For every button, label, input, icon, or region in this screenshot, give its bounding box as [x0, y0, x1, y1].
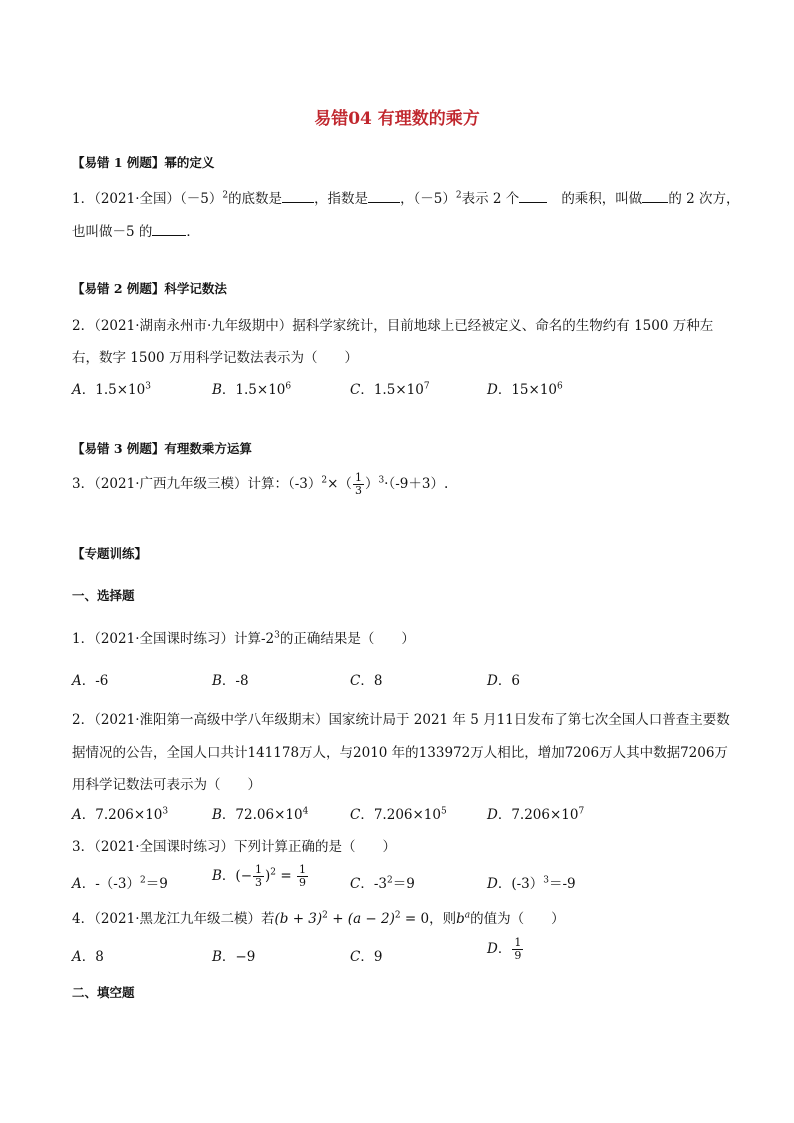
text: 的 2 次方， — [668, 191, 740, 207]
question-1-options — [72, 669, 732, 689]
exponent: 2 — [455, 190, 462, 201]
answer-blank — [642, 190, 668, 203]
option-label: C — [350, 949, 361, 965]
numerator: 1 — [514, 936, 522, 949]
option-d — [487, 803, 584, 823]
exponent: 2 — [270, 867, 277, 878]
option-a — [72, 945, 104, 965]
option-b — [212, 669, 249, 689]
example-2-options — [72, 378, 732, 398]
text: ） — [364, 476, 379, 492]
exponent: 3 — [145, 381, 151, 392]
question-2-line2: 据情况的公告，全国人口共计141178万人，与2010 年的133972万人相比，增加7206万人其中数据7206万 — [72, 745, 728, 761]
option-label: C — [350, 876, 361, 892]
option-text: ．(− — [221, 868, 253, 884]
text: 的乘积，叫做 — [561, 191, 643, 207]
denominator: 3 — [354, 484, 362, 497]
exponent: 2 — [394, 910, 401, 921]
answer-blank — [519, 190, 547, 203]
text: 也叫做－5 的 — [72, 224, 153, 240]
option-a — [72, 378, 151, 398]
exponent: 2 — [139, 875, 146, 886]
option-label: C — [350, 807, 361, 823]
exponent: 2 — [387, 875, 393, 886]
option-c — [350, 669, 382, 689]
exponent: 4 — [302, 806, 309, 817]
option-label: B — [212, 868, 222, 884]
option-label: C — [350, 382, 361, 398]
exponent: 3 — [162, 806, 169, 817]
math-variable: b — [456, 911, 465, 927]
denominator: 3 — [255, 876, 263, 889]
option-c — [350, 872, 415, 892]
question-4 — [72, 907, 732, 927]
option-text: ．-6 — [81, 673, 109, 689]
option-text: ．8 — [360, 673, 383, 689]
text: ． — [186, 224, 200, 240]
question-3-options — [72, 864, 732, 894]
text: 的值为（ ） — [470, 911, 565, 927]
example-2-question-line2: 右，数字 1500 万用科学记数法表示为（ ） — [72, 350, 358, 366]
option-text: ．1.5×10 — [81, 382, 146, 398]
option-text: ．6 — [497, 673, 520, 689]
text: 1．（2021·全国）（－5） — [72, 191, 223, 207]
option-text: ．-8 — [221, 673, 249, 689]
example-1-tag: 【易错 1 例题】 — [72, 155, 165, 170]
example-1-question-line2 — [72, 220, 732, 240]
option-text: ．-（-3） — [81, 876, 140, 892]
option-text: ＝9 — [392, 876, 415, 892]
exponent: 2 — [222, 190, 229, 201]
option-text: ．1.5×10 — [221, 382, 286, 398]
option-text: ．1.5×10 — [360, 382, 424, 398]
numerator: 1 — [255, 863, 263, 876]
option-label: A — [72, 876, 82, 892]
exponent: 7 — [423, 381, 430, 392]
text: 1．（2021·全国课时练习）计算-2 — [72, 631, 275, 647]
option-c — [350, 803, 447, 823]
example-2-heading — [72, 279, 732, 297]
question-1 — [72, 627, 732, 647]
fraction — [297, 864, 308, 889]
option-text: ．7.206×10 — [497, 807, 579, 823]
text: ，（－5） — [400, 191, 456, 207]
section-2-heading: 二、填空题 — [72, 985, 135, 1000]
text: 4．（2021·黑龙江九年级二模）若 — [72, 911, 275, 927]
option-b — [212, 803, 308, 823]
text: ×（ — [327, 476, 352, 492]
exponent: 6 — [285, 381, 292, 392]
option-text: ) — [265, 868, 271, 884]
option-label: A — [72, 949, 82, 965]
text: 的底数是 — [228, 191, 283, 207]
text: 的正确结果是（ ） — [279, 631, 415, 647]
numerator: 1 — [354, 471, 362, 484]
question-2-line1: 2．（2021·淮阳第一高级中学八年级期末）国家统计局于 2021 年 5 月11日发布了第七次全国人口普查主要数 — [72, 712, 730, 728]
example-1-topic: 幂的定义 — [164, 155, 215, 170]
option-c — [350, 378, 430, 398]
exponent: 3 — [274, 630, 280, 641]
training-heading: 【专题训练】 — [72, 546, 148, 561]
option-a — [72, 872, 168, 892]
exponent: 2 — [321, 475, 328, 486]
example-1-heading — [72, 153, 732, 171]
option-text: ．(-3） — [497, 876, 544, 892]
example-3-question — [72, 472, 732, 497]
text: 3．（2021·广西九年级三模）计算：（-3） — [72, 476, 322, 492]
option-a — [72, 669, 108, 689]
text: ，则 — [429, 911, 457, 927]
option-b — [212, 378, 291, 398]
option-text: ．8 — [81, 949, 104, 965]
fraction — [512, 937, 523, 962]
option-label: A — [72, 673, 82, 689]
denominator: 9 — [298, 876, 306, 889]
option-text: ＝-9 — [548, 876, 576, 892]
option-text: ．9 — [360, 949, 383, 965]
option-text: ．−9 — [221, 949, 256, 965]
option-label: D — [487, 941, 498, 957]
option-text: ．7.206×10 — [360, 807, 441, 823]
option-label: D — [487, 876, 498, 892]
math-expression: = 0 — [400, 911, 430, 927]
text: 表示 2 个 — [461, 191, 520, 207]
exponent: 5 — [440, 806, 447, 817]
answer-blank — [368, 190, 400, 203]
option-c — [350, 945, 382, 965]
option-a — [72, 803, 168, 823]
option-text: ＝9 — [145, 876, 168, 892]
option-label: B — [212, 673, 222, 689]
option-text: ．15×10 — [497, 382, 557, 398]
answer-blank — [152, 223, 186, 236]
fraction — [253, 864, 264, 889]
option-d — [487, 872, 576, 892]
example-1-question — [72, 187, 740, 207]
question-2-options — [72, 803, 732, 823]
option-b — [212, 945, 255, 965]
question-2-line3: 用科学记数法可表示为（ ） — [72, 777, 261, 793]
option-text: ． — [497, 941, 512, 957]
exponent: 2 — [322, 910, 328, 921]
page-title: 易错04 有理数的乘方 — [314, 109, 480, 129]
text: ·（-9＋3）. — [384, 476, 449, 492]
option-label: B — [212, 949, 222, 965]
example-2-topic: 科学记数法 — [164, 281, 227, 296]
math-expression: (b + 3) — [274, 911, 323, 927]
option-text: = — [276, 868, 296, 884]
option-text: ．-3 — [360, 876, 387, 892]
exponent: 7 — [578, 806, 585, 817]
denominator: 9 — [514, 949, 522, 962]
option-d — [487, 669, 520, 689]
section-1-heading: 一、选择题 — [72, 588, 135, 603]
example-3-tag: 【易错 3 例题】 — [72, 441, 165, 456]
exponent: 3 — [543, 875, 549, 886]
option-label: A — [72, 382, 82, 398]
question-4-options — [72, 937, 732, 969]
numerator: 1 — [298, 863, 306, 876]
option-label: A — [72, 807, 82, 823]
option-d — [487, 937, 524, 962]
example-2-question-line1: 2．（2021·湖南永州市·九年级期中）据科学家统计，目前地球上已经被定义、命名的生物约有 1500 万种左 — [72, 318, 714, 334]
option-d — [487, 378, 563, 398]
question-3: 3．（2021·全国课时练习）下列计算正确的是（ ） — [72, 839, 396, 855]
option-label: B — [212, 807, 222, 823]
exponent: a — [464, 910, 471, 921]
answer-blank — [282, 190, 314, 203]
option-label: C — [350, 673, 361, 689]
option-text: ．72.06×10 — [221, 807, 303, 823]
option-b — [212, 864, 309, 889]
option-label: D — [487, 673, 498, 689]
example-3-heading — [72, 439, 732, 457]
option-label: D — [487, 807, 498, 823]
option-text: ．7.206×10 — [81, 807, 163, 823]
example-2-tag: 【易错 2 例题】 — [72, 281, 165, 296]
text: ，指数是 — [314, 191, 369, 207]
example-3-topic: 有理数乘方运算 — [164, 441, 252, 456]
exponent: 3 — [378, 475, 385, 486]
option-label: B — [212, 382, 222, 398]
option-label: D — [487, 382, 498, 398]
fraction — [353, 472, 364, 497]
math-expression: + (a − 2) — [327, 911, 395, 927]
exponent: 6 — [557, 381, 563, 392]
